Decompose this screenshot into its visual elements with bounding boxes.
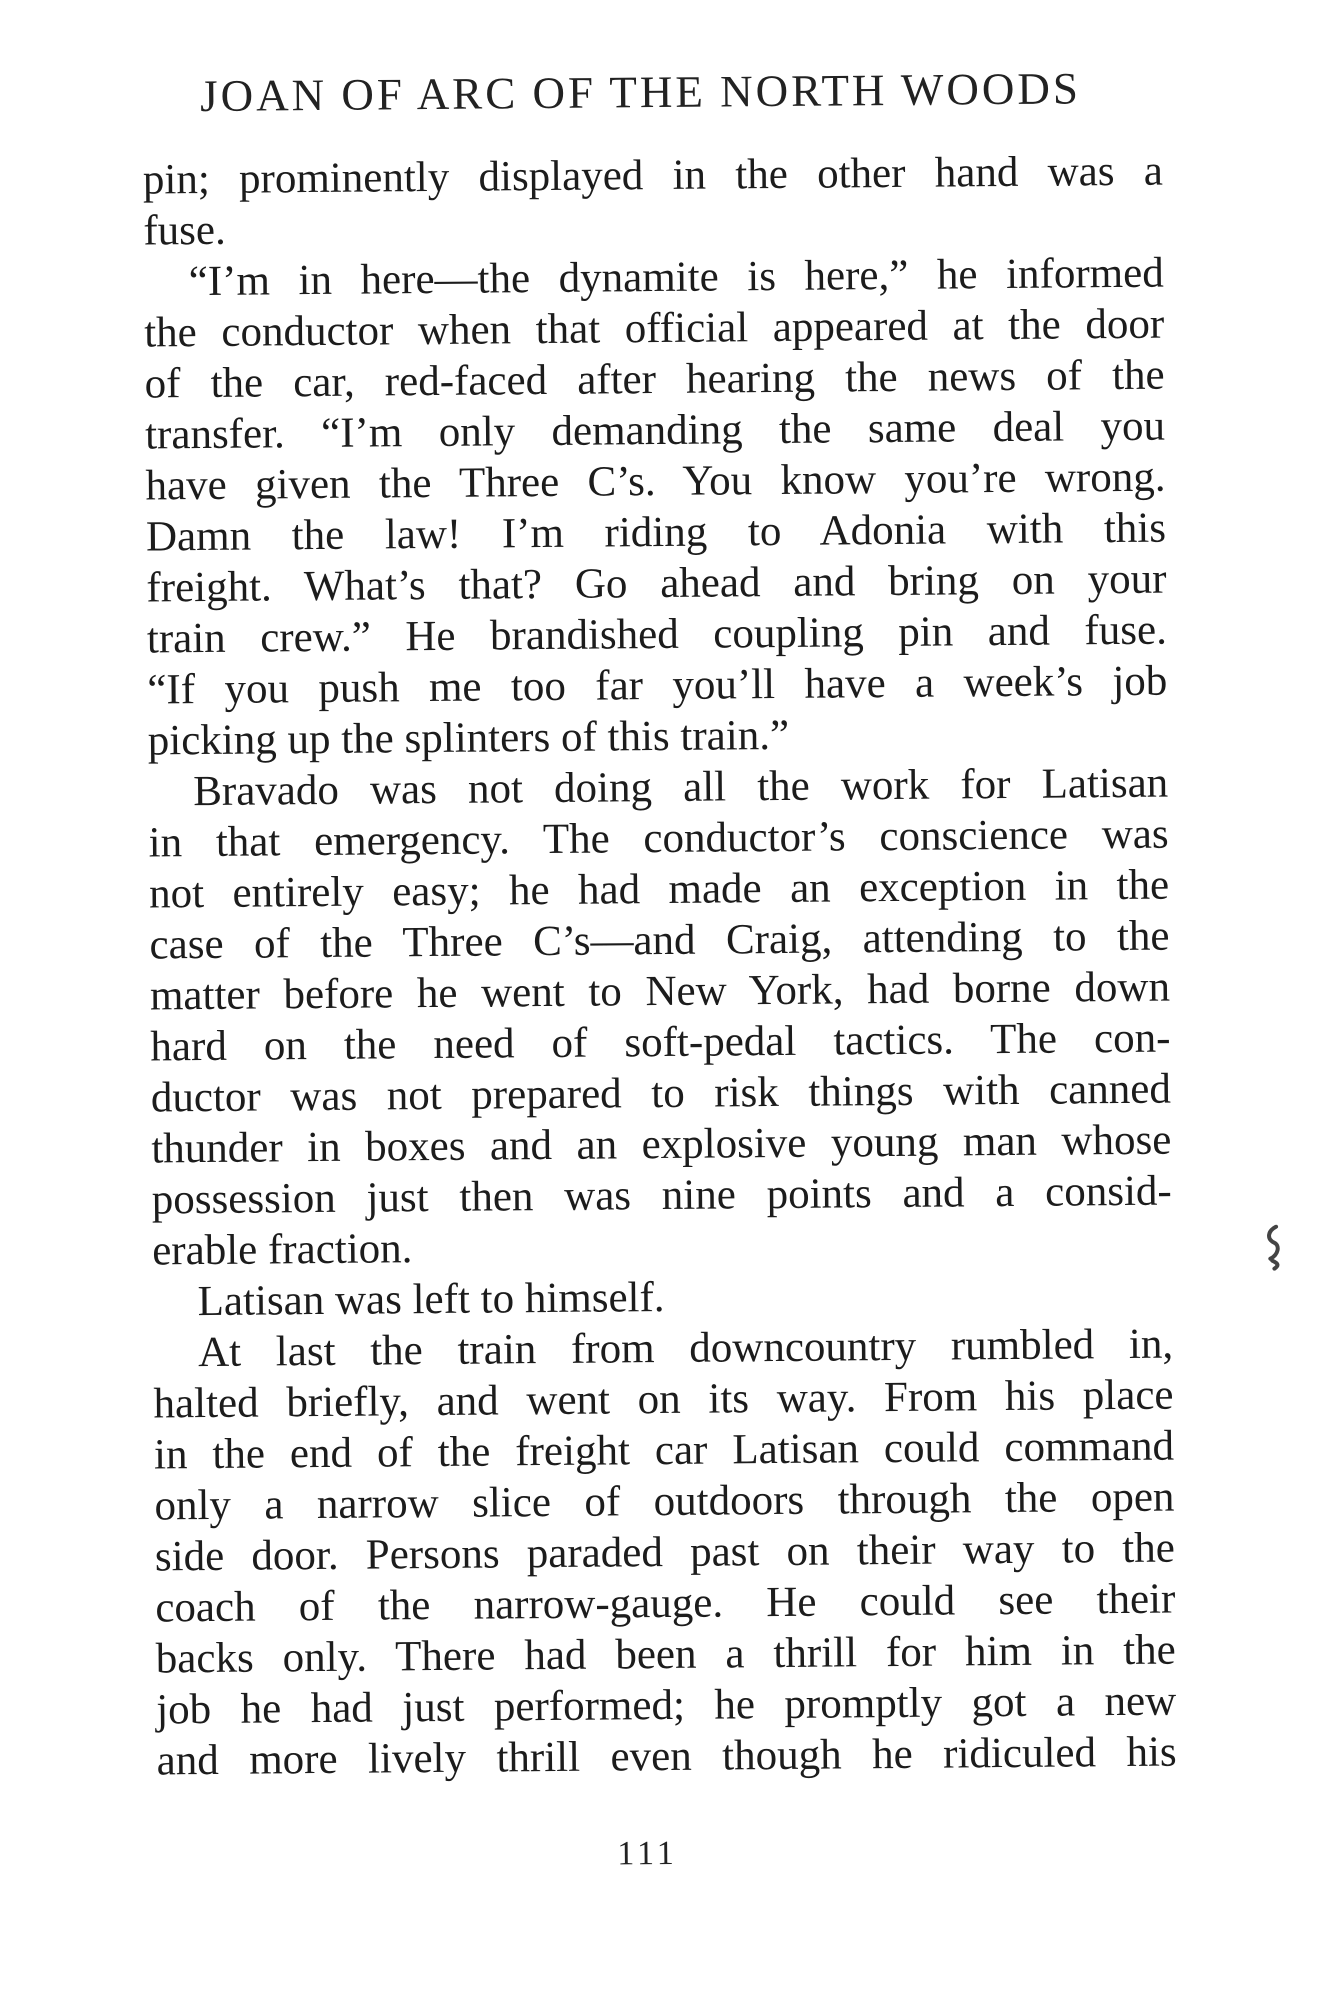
text-line: only a narrow slice of outdoors through the open <box>154 1473 1175 1530</box>
text-line: train crew.” He brandished coupling pin and fuse. <box>146 606 1168 663</box>
text-line: side door. Persons paraded past on their way to the <box>154 1524 1176 1581</box>
text-line: Damn the law! I’m riding to Adonia with this <box>145 504 1167 561</box>
text-line: in that emergency. The conductor’s conscience was <box>148 810 1169 867</box>
text-line: transfer. “I’m only demanding the same deal you <box>144 402 1166 459</box>
text-line: Latisan was left to himself. <box>197 1273 665 1326</box>
text-line: coach of the narrow-gauge. He could see their <box>155 1575 1176 1632</box>
text-line: backs only. There had been a thrill for him in the <box>155 1626 1176 1683</box>
text-line: job he had just performed; he promptly got a new <box>156 1677 1177 1734</box>
text-line: At last the train from downcountry rumbled in, <box>197 1320 1174 1377</box>
text-line: of the car, red-faced after hearing the news of the <box>144 351 1165 408</box>
text-line: and more lively thrill even though he ridiculed his <box>156 1728 1177 1785</box>
text-line: erable fraction. <box>152 1225 413 1275</box>
body-text <box>143 146 1177 1787</box>
text-line: ductor was not prepared to risk things with canned <box>150 1065 1172 1122</box>
text-line: the conductor when that official appeared at the door <box>144 300 1165 357</box>
text-line: thunder in boxes and an explosive young man whose <box>151 1116 1172 1173</box>
text-line: “If you push me too far you’ll have a week’s job <box>147 657 1168 714</box>
text-line: hard on the need of soft-pedal tactics. The con- <box>150 1014 1171 1071</box>
text-line: case of the Three C’s—and Craig, attending to the <box>149 912 1170 969</box>
text-line: possession just then was nine points and a consid- <box>151 1167 1172 1224</box>
text-line: have given the Three C’s. You know you’re wrong. <box>145 453 1166 510</box>
text-line: halted briefly, and went on its way. From his place <box>153 1371 1174 1428</box>
running-head: JOAN OF ARC OF THE NORTH WOODS <box>199 63 1082 122</box>
margin-ink-mark <box>1262 1225 1286 1271</box>
text-line: not entirely easy; he had made an exception in the <box>148 861 1170 918</box>
text-line: in the end of the freight car Latisan could command <box>153 1422 1175 1479</box>
text-line: freight. What’s that? Go ahead and bring on your <box>146 555 1167 612</box>
text-line: picking up the splinters of this train.” <box>147 711 790 765</box>
text-line: fuse. <box>143 206 226 255</box>
text-line: Bravado was not doing all the work for Latisan <box>193 759 1169 816</box>
text-line: “I’m in here—the dynamite is here,” he informed <box>188 249 1164 306</box>
text-line: matter before he went to New York, had borne down <box>149 963 1171 1020</box>
page-number: 111 <box>617 1834 678 1873</box>
text-line: pin; prominently displayed in the other hand was a <box>142 147 1164 204</box>
